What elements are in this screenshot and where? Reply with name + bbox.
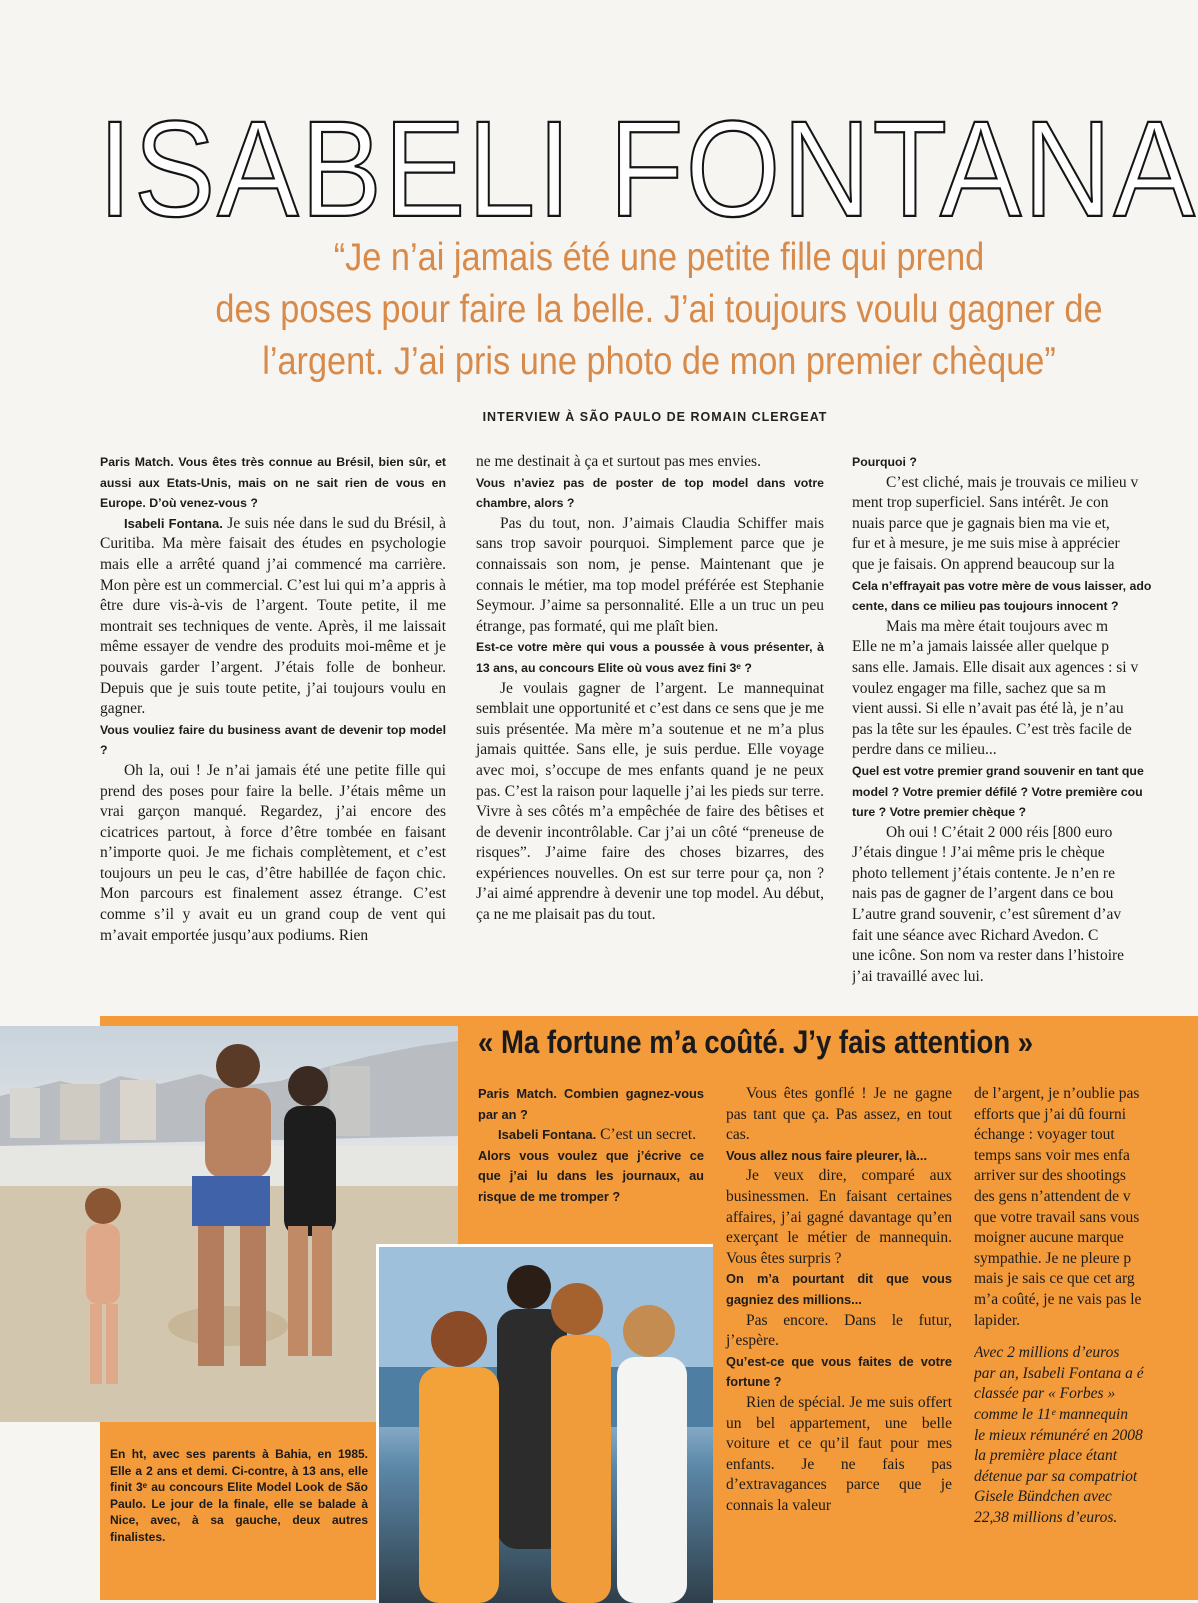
photo-caption: En ht, avec ses parents à Bahia, en 1985. Elle a 2 ans et demi. Ci-contre, à 13 ans, elle finit 3ᵉ au concours Elite Model Look de São Paulo. Le jour de la finale, elle se balade à Nice, avec, à sa gauche, deux autres finalistes. xyxy=(110,1447,368,1544)
answer-line: efforts que j’ai dû fourni xyxy=(974,1105,1127,1123)
sidebar-column-2 xyxy=(726,1084,952,1516)
photo-note-line: 22,38 millions d’euros. xyxy=(974,1508,1118,1526)
article-title: ISABELI FONTANA xyxy=(98,96,1197,226)
question-line: Pourquoi ? xyxy=(852,455,917,469)
question-line: ture ? Votre premier chèque ? xyxy=(852,805,1027,820)
pull-quote xyxy=(120,232,1198,388)
answer-line: des gens n’attendent de v xyxy=(974,1187,1131,1205)
answer: Isabeli Fontana. Je suis née dans le sud du Brésil, à Curitiba. Ma mère faisait des études en psychologie mais elle a arrêté quand j’ai commencé ma carrière. Mon père est un commercial. C’est lui qui m’a appris à être dure vis-à-vis de l’argent. Toute petite, il me montrait ses techniques de vente. Après, il me laissait même essayer de vendre des produits moi-même et je pouvais garder l’argent. J’étais folle de bonheur. Depuis que je suis toute petite, j’ai toujours voulu en gagner. xyxy=(100,514,446,718)
answer-line: sans elle. Jamais. Elle disait aux agences : si v xyxy=(852,658,1139,676)
answer-line: nuais parce que je gagnais bien ma vie et, xyxy=(852,514,1110,532)
pull-quote-line: “Je n’ai jamais été une petite fille qui prend xyxy=(333,236,985,279)
answer-line: sympathie. Je ne pleure p xyxy=(974,1249,1132,1267)
answer-line: Elle ne m’a jamais laissée aller quelque p xyxy=(852,638,1109,656)
photo-note-line: comme le 11ᵉ mannequin xyxy=(974,1405,1129,1423)
answer: Vous êtes gonflé ! Je ne gagne pas tant que ça. Pas assez, en tout cas. xyxy=(726,1085,952,1144)
pull-quote-line: l’argent. J’ai pris une photo de mon premier chèque” xyxy=(262,340,1056,383)
answer-line: C’est cliché, mais je trouvais ce milieu v xyxy=(886,473,1139,491)
answer: Je voulais gagner de l’argent. Le mannequinat semblait une opportunité et c’est dans ce sens que je me suis présentée. Ma mère m’a soutenue et ne m’a plus jamais quittée. Sans elle, je suis perdue. Elle voyage avec moi, s’occupe de mes enfants quand je ne peux pas. C’est la raison pour laquelle j’ai les pieds sur terre. Vivre à ses côtés m’a empêchée de faire des bêtises et de devenir incontrôlable. Car j’ai un côté “preneuse de risques”. J’aime faire des choses bizarres, des expériences nouvelles. On est sur terre pour ça, non ? J’ai aimé apprendre à devenir une top model. Au début, ça ne me plaisait pas du tout. xyxy=(476,679,824,924)
article-column-3 xyxy=(852,452,1198,987)
question-line: cente, dans ce milieu pas toujours innocent ? xyxy=(852,599,1119,614)
answer-line: une icône. Son nom va rester dans l’histoire xyxy=(852,947,1125,965)
sidebar-column-1 xyxy=(478,1084,704,1208)
answer: Pas encore. Dans le futur, j’espère. xyxy=(726,1311,952,1350)
answer-line: Mais ma mère était toujours avec m xyxy=(886,617,1109,635)
answer-line: ment trop superficiel. Sans intérêt. Je con xyxy=(852,494,1109,512)
answer-line xyxy=(974,1331,1198,1343)
answer-line: voulez engager ma fille, sachez que sa m xyxy=(852,679,1106,697)
photo-note-line: la première place étant xyxy=(974,1447,1118,1465)
answer-line: J’étais dingue ! J’ai même pris le chèque xyxy=(852,844,1105,862)
answer-line: pas la tête sur les épaules. C’est très facile de xyxy=(852,720,1132,738)
speaker-name: Isabeli Fontana. xyxy=(124,515,223,531)
answer-line: photo tellement j’étais contente. Je n’en re xyxy=(852,864,1115,882)
question: Vous n’aviez pas de poster de top model dans votre chambre, alors ? xyxy=(476,475,824,511)
photo-nice-finalists xyxy=(376,1244,713,1603)
answer: Oh la, oui ! Je n’ai jamais été une petite fille qui prend des poses pour faire la belle. J’étais même un vrai garçon manqué. Regardez, j’ai encore des cicatrices partout, à force d’être tombée en faisant n’importe quoi. Je me fichais complètement, et c’est toujours un peu le cas, d’être habillée de façon chic. Mon parcours est finalement assez étrange. C’est comme s’il y avait eu un grand coup de vent qui m’avait emportée jusqu’aux podiums. Rien xyxy=(100,761,446,944)
answer: Je veux dire, comparé aux businessmen. En faisant certaines affaires, j’ai gagné davantage qu’en exerçant le métier de mannequin. Vous êtes surpris ? xyxy=(726,1167,952,1267)
answer-line: que je faisais. On apprend beaucoup sur la xyxy=(852,555,1115,573)
answer-line: moigner aucune marque xyxy=(974,1229,1124,1247)
sidebar-title: « Ma fortune m’a coûté. J’y fais attention » xyxy=(478,1024,1034,1060)
answer-line: Oh oui ! C’était 2 000 réis [800 euro xyxy=(886,823,1113,841)
photo-note-line: le mieux rémunéré en 2008 xyxy=(974,1426,1143,1444)
photo-note-line: Gisele Bündchen avec xyxy=(974,1488,1112,1506)
answer-line: j’ai travaillé avec lui. xyxy=(852,967,984,985)
answer-line: de l’argent, je n’oublie pas xyxy=(974,1085,1140,1102)
answer-line: nais pas de gagner de l’argent dans ce bou xyxy=(852,885,1114,903)
speaker-name: Isabeli Fontana. xyxy=(498,1127,597,1143)
answer-line: fur et à mesure, je me suis mise à apprécier xyxy=(852,535,1120,553)
answer: ne me destinait à ça et surtout pas mes envies. xyxy=(476,453,761,470)
byline: INTERVIEW À SÃO PAULO DE ROMAIN CLERGEAT xyxy=(482,410,828,424)
question-line: model ? Votre premier défilé ? Votre première cou xyxy=(852,784,1143,799)
article-column-1 xyxy=(100,452,446,946)
answer-line: perdre dans ce milieu... xyxy=(852,741,997,759)
photo-note-line: détenue par sa compatriot xyxy=(974,1467,1138,1485)
question: Paris Match. Combien gagnez-vous par an ? xyxy=(478,1086,704,1122)
answer: Pas du tout, non. J’aimais Claudia Schiffer mais sans trop savoir pourquoi. Simplement parce que je connaissais son nom, je pense. Maintenant que je connais le métier, ma top model préférée est Stephanie Seymour. J’aime sa personnalité. Elle a un truc un peu étrange, pas formaté, qui me plaît bien. xyxy=(476,514,824,635)
sidebar-column-3 xyxy=(974,1084,1198,1528)
answer-line: m’a coûté, je ne vais pas le xyxy=(974,1290,1142,1308)
question: Vous allez nous faire pleurer, là... xyxy=(726,1147,928,1163)
answer: Rien de spécial. Je me suis offert un bel appartement, une belle voiture et ce qu’il faut pour mes enfants. Je ne fais pas d’extravagances parce que je connais la valeur xyxy=(726,1393,952,1514)
question: Alors vous voulez que j’écrive ce que j’ai lu dans les journaux, au risque de me tromper ? xyxy=(478,1147,704,1204)
photo-nice-finalists-image xyxy=(379,1247,713,1603)
answer-line: arriver sur des shootings xyxy=(974,1167,1126,1185)
answer-line: vient aussi. Si elle n’avait pas été là, je n’au xyxy=(852,700,1124,718)
question-line: Quel est votre premier grand souvenir en tant que xyxy=(852,763,1144,778)
answer-line: que votre travail sans vous xyxy=(974,1208,1140,1226)
article-column-2 xyxy=(476,452,824,926)
question-line: Cela n’effrayait pas votre mère de vous laisser, ado xyxy=(852,578,1152,593)
answer: Isabeli Fontana. C’est un secret. xyxy=(498,1126,697,1144)
answer-line: L’autre grand souvenir, c’est sûrement d’av xyxy=(852,906,1122,924)
question: Paris Match. Vous êtes très connue au Brésil, bien sûr, et aussi aux Etats-Unis, mais on ne sait rien de vous en Europe. D’où venez-vous ? xyxy=(100,455,446,511)
pull-quote-line: des poses pour faire la belle. J’ai toujours voulu gagner de xyxy=(215,288,1103,331)
question: Est-ce votre mère qui vous a poussée à vous présenter, à 13 ans, au concours Elite où vous avez fini 3ᵉ ? xyxy=(476,640,824,675)
answer-line: fait une séance avec Richard Avedon. C xyxy=(852,926,1099,944)
question: On m’a pourtant dit que vous gagniez des millions... xyxy=(726,1271,952,1307)
photo-note-line: par an, Isabeli Fontana a é xyxy=(974,1364,1144,1382)
photo-note-line: Avec 2 millions d’euros xyxy=(974,1344,1120,1362)
question: Qu’est-ce que vous faites de votre fortune ? xyxy=(726,1353,952,1390)
answer-line: lapider. xyxy=(974,1311,1021,1329)
answer-line: temps sans voir mes enfa xyxy=(974,1146,1130,1164)
answer-line: échange : voyager tout xyxy=(974,1126,1115,1144)
answer-line: mais je sais ce que cet arg xyxy=(974,1270,1135,1288)
question: Vous vouliez faire du business avant de devenir top model ? xyxy=(100,722,446,758)
photo-note-line: classée par « Forbes » xyxy=(974,1385,1116,1403)
